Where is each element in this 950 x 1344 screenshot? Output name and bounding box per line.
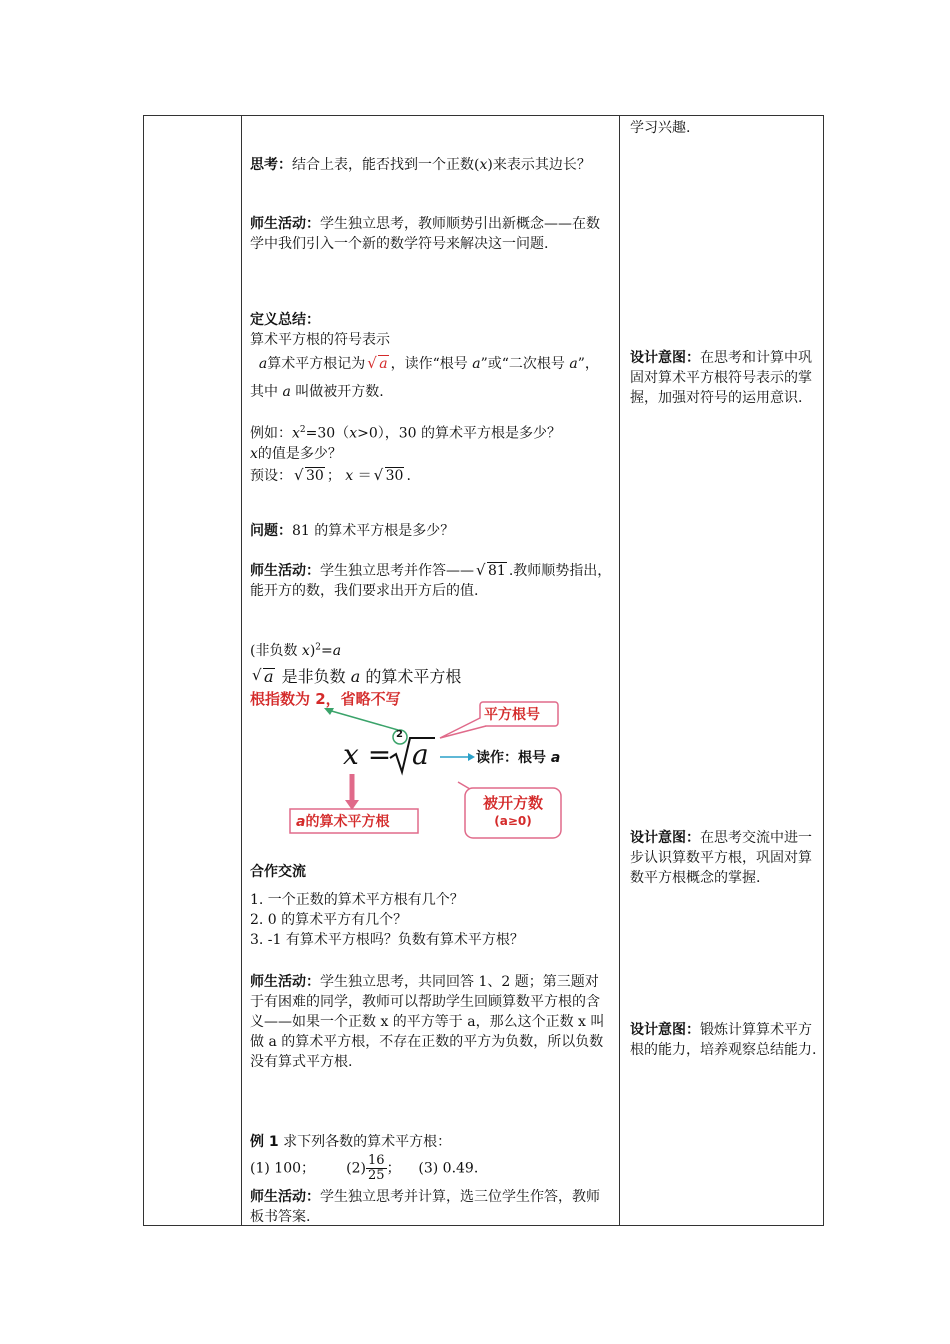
sqrt-notation-figure [250,640,570,850]
arith-root-label: a的算术平方根 [296,814,390,830]
design-intent-1: 设计意图：在思考和计算中巩固对算术平方根符号表示的掌握，加强对符号的运用意识. [630,350,812,406]
example-text: 例如：$x^2=30(x>0)$，30 的算术平方根是多少？ x的值是多少？ 预设：√ 30 ； x ＝√ 30 . [250,420,612,488]
read-arrow-head [468,753,475,761]
sqrt-81-symbol: √ 81 [476,561,507,581]
equation: x = [343,738,392,771]
coop-item: 3. -1 有算术平方根吗？负数有算术平方根？ [250,932,524,948]
index-arrow [328,710,398,730]
design-intent-3: 设计意图：锻炼计算算术平方根的能力，培养观察总结能力. [630,1022,817,1058]
read-as-label: 读作：根号 a [476,750,561,766]
definition-summary: 定义总结： 算术平方根的符号表示 a算术平方根记为√ a ，读作“根号 a”或“二次根号 a”，其中 a 叫做被开方数. [250,310,612,406]
activity-1: 师生活动：学生独立思考，教师顺势引出新概念——在数学中我们引入一个新的数学符号来解决这一问题. [250,216,600,252]
root-index-note: 根指数为 2，省略不写 [250,690,401,708]
activity-3: 师生活动：学生独立思考，共同回答 1、2 题；第三题对于有困难的同学，教师可以帮助学生回顾算数平方根的含义——如果一个正数 x 的平方等于 a，那么这个正数 x 叫做 a 的算术平方根，不存在正数的平方为负数，所以负数没有算式平方根. [250,974,605,1070]
sqrt-a-symbol-2: √ a [252,667,275,686]
example-1: 例 1 求下列各数的算术平方根： (1) 100； (2) $\frac{16}{25}$ ； (3) 0.49. [250,1134,479,1183]
coop-item: 1. 一个正数的算术平方根有几个？ [250,892,464,908]
sqrt-30-symbol: √ 30 [294,464,325,488]
activity-2: 师生活动：学生独立思考并作答——√ 81 .教师顺势指出，能开方的数，我们要求出开方后的值. [250,561,612,601]
activity-4: 师生活动：学生独立思考并计算，选三位学生作答，教师板书答案. [250,1189,600,1225]
think-paragraph: 思考：结合上表，能否找到一个正数(x)来表示其边长？ [250,157,591,173]
radicand-label: 被开方数 [482,794,543,812]
cooperation-title: 合作交流 [250,864,306,880]
figure-line-2: √ a 是非负数 a 的算术平方根 [250,664,461,687]
column-divider-2 [619,116,620,1225]
right-top-text: 学习兴趣. [630,120,691,136]
fraction-16-25: $\frac{16}{25}$ [368,1153,385,1183]
cooperation-section [250,862,612,950]
sqrt-30-symbol-2: √ 30 [374,464,405,488]
equation-radicand: a [412,738,429,771]
question: 问题：81 的算术平方根是多少？ [250,523,455,539]
sqrt-sign-label: 平方根号 [484,707,540,723]
sqrt-a-symbol: √ a [367,350,388,378]
sqrt-sign-pointer [440,718,486,738]
design-intent-2: 设计意图：在思考交流中进一步认识算数平方根，巩固对算数平方根概念的掌握. [630,830,812,886]
coop-item: 2. 0 的算术平方有几个？ [250,912,408,928]
root-index: 2 [396,729,403,740]
column-divider-1 [241,116,242,1225]
figure-line-1: (非负数 x)$^2$=a [250,642,342,659]
radicand-condition: (a≥0) [494,814,532,828]
